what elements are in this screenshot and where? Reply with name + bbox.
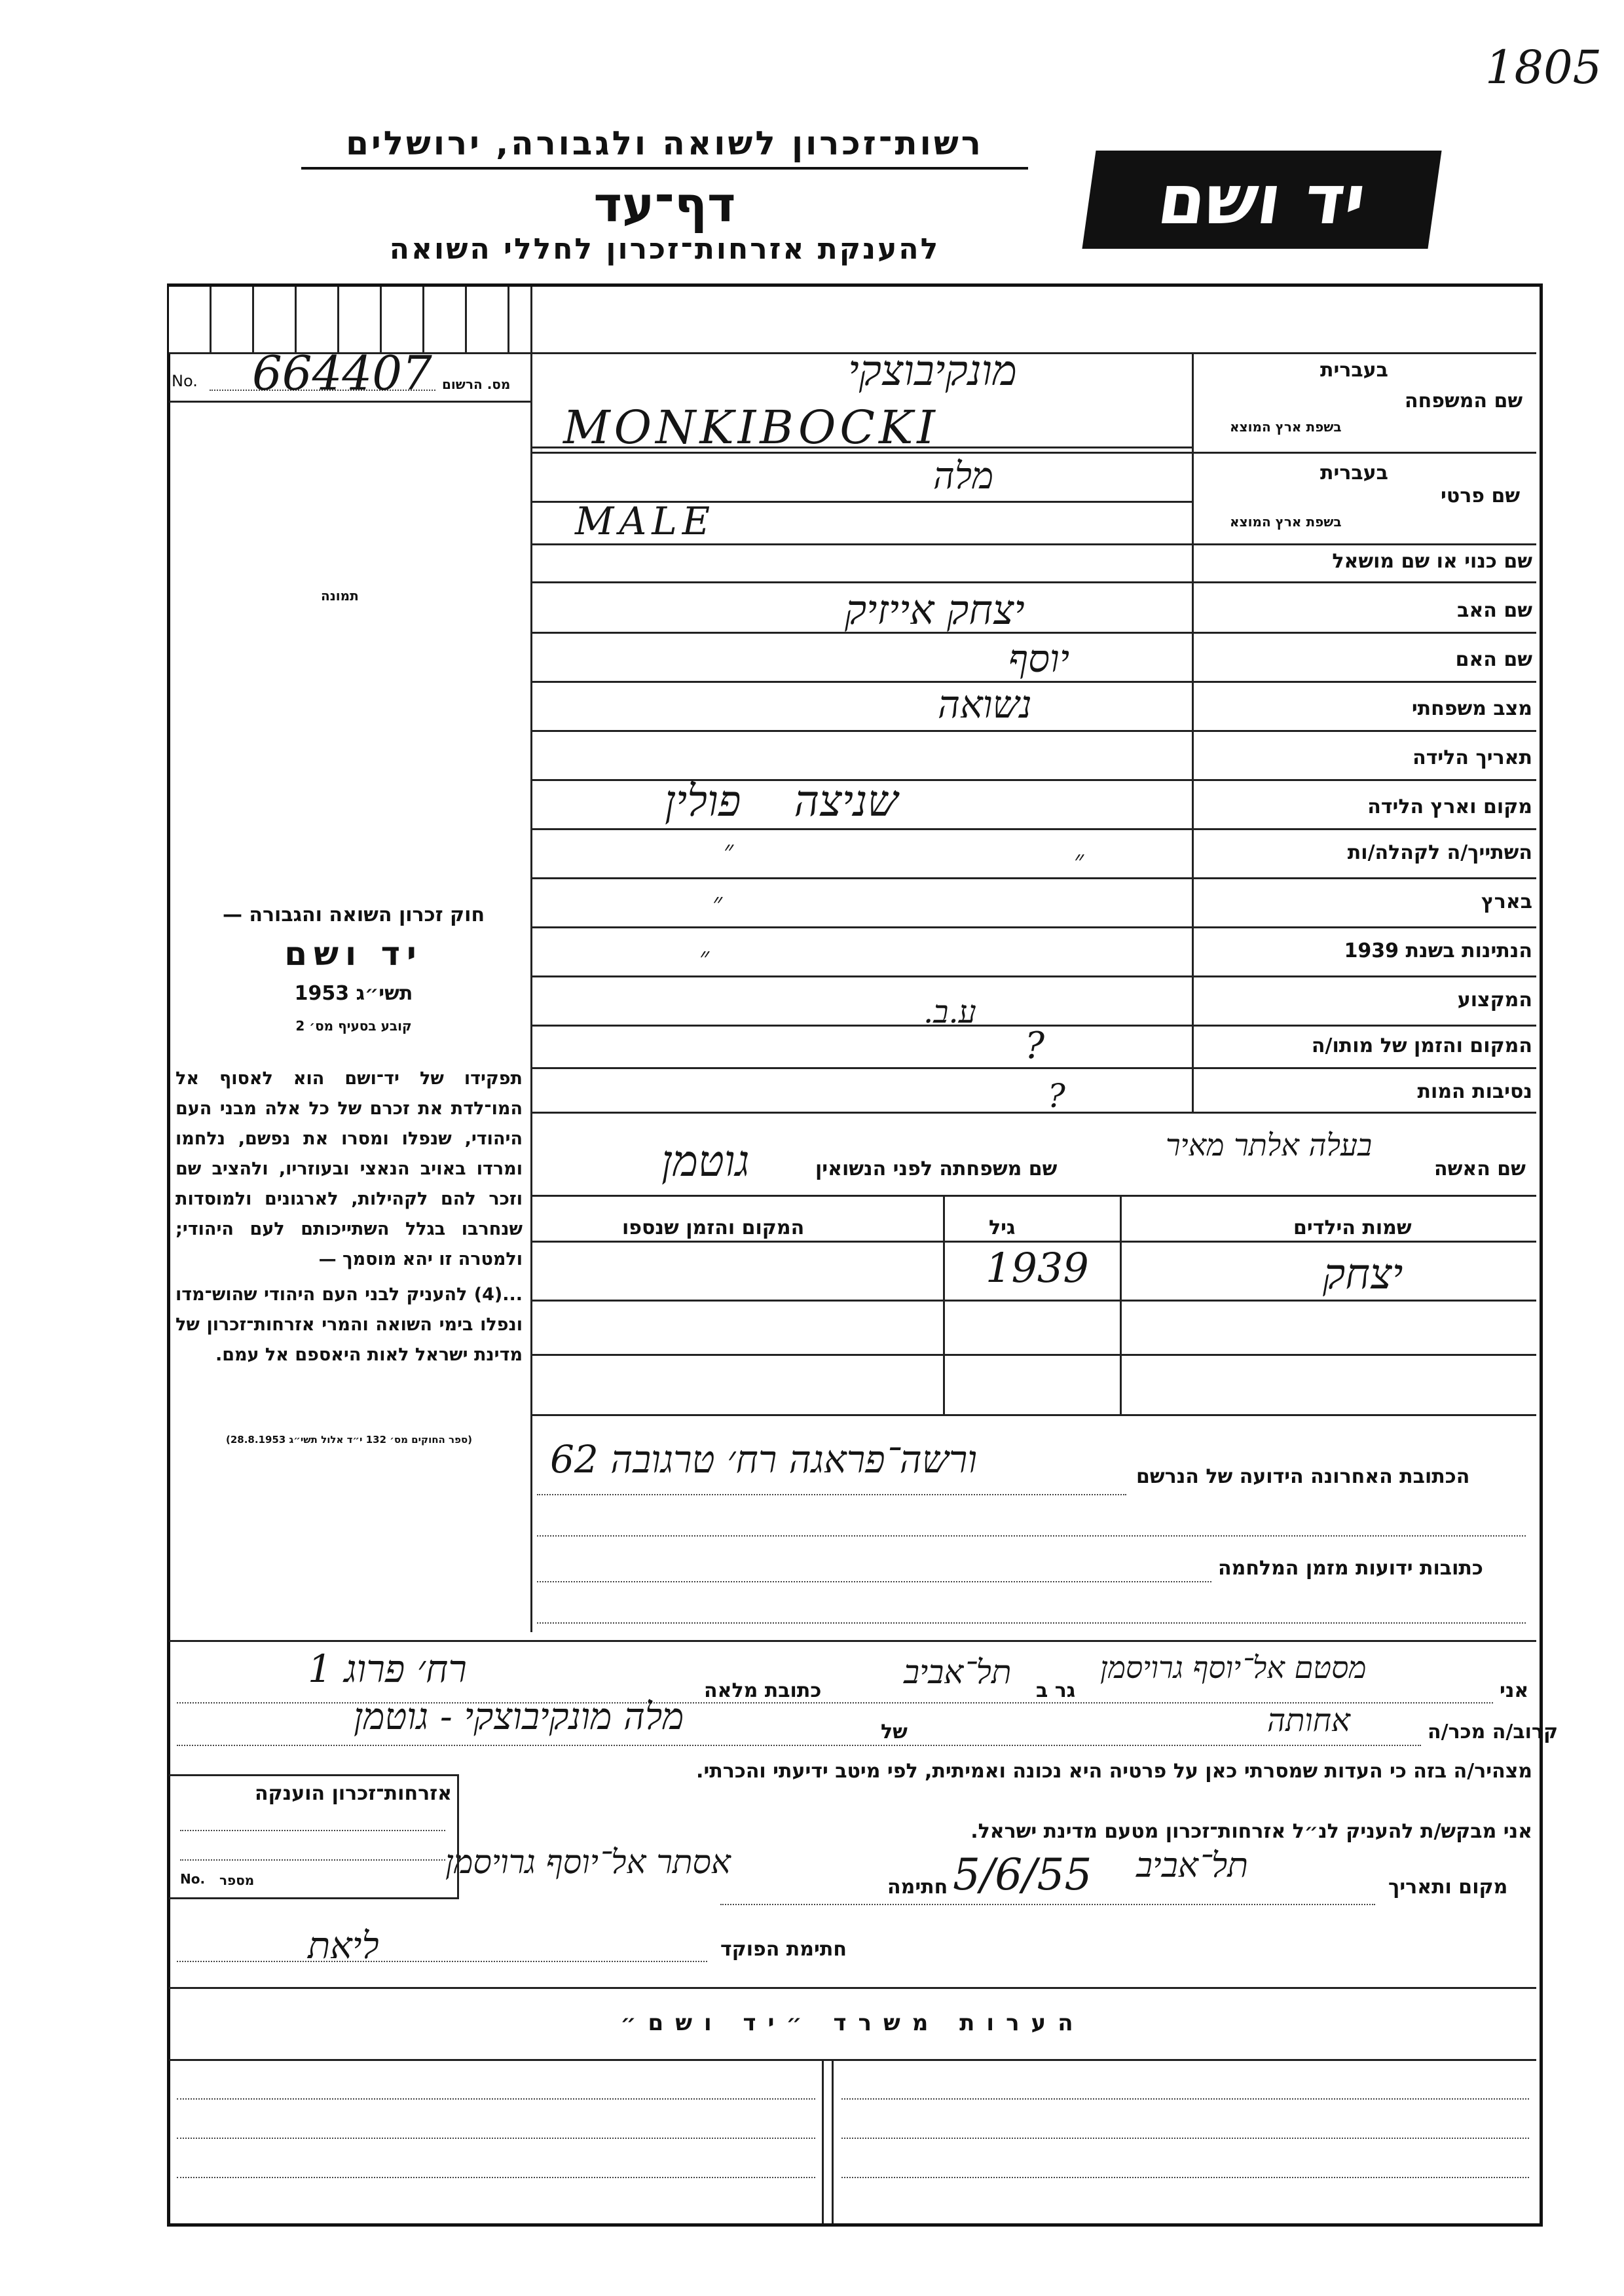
notes-dots-r1: [841, 2098, 1529, 2100]
spouse-label: שם האשה: [1434, 1157, 1526, 1180]
citizenship-value[interactable]: ״: [699, 942, 710, 972]
children-row-1: [530, 1300, 1536, 1302]
children-col-1: [943, 1195, 945, 1414]
child-place-label: המקום והזמן שנספו: [622, 1216, 805, 1239]
birthplace-value[interactable]: שניצה פולין: [665, 776, 898, 826]
spouse-name[interactable]: בעלה אלתר מאיר: [1166, 1127, 1373, 1163]
notes-divider-1: [822, 2059, 824, 2223]
resides-label: גר ב: [1036, 1679, 1076, 1702]
war-address-dots-2: [537, 1622, 1526, 1624]
full-address-label: כתובת מלאה: [704, 1679, 822, 1702]
address-value[interactable]: ורשה־פראגה רח׳ טרגובה 62: [550, 1437, 978, 1482]
full-address[interactable]: רח׳ פרוג 1: [308, 1647, 467, 1691]
notes-top-line: [169, 1987, 1536, 1989]
citizenship-box-dots-1: [180, 1830, 445, 1831]
citizenship-box-title: אזרחות־זכרון הוענקה: [254, 1782, 452, 1805]
law-paragraph-4: ...(4) להעניק לבני העם היהודי שהוש־מדו ונפלו בימי השואה והמרי אזרחות־זכרון של מדינת ישראל לאות היאספם אל עמם.: [175, 1285, 523, 1365]
surname-hebrew-label: בעברית: [1320, 359, 1388, 382]
archive-number: 1805: [1485, 41, 1602, 94]
office-notes-title: הערות משרד ״יד ושם״: [620, 2010, 1085, 2036]
registration-label: מס. הרשום: [442, 376, 511, 392]
notes-dots-l2: [177, 2138, 815, 2139]
citizenship-no-label: No.: [180, 1871, 206, 1887]
country-value[interactable]: ״: [712, 888, 723, 918]
maiden-value[interactable]: גוטמן: [661, 1136, 750, 1186]
header-underline: [301, 167, 1028, 170]
child-age[interactable]: 1939: [986, 1244, 1089, 1292]
officer-signature[interactable]: ליאת: [308, 1925, 379, 1967]
citizenship-label: הנתינות בשנת 1939: [1344, 939, 1532, 962]
spouse-line: [530, 1195, 1536, 1197]
registration-number[interactable]: 664407: [252, 346, 432, 401]
surname-label: שם המשפחה: [1405, 390, 1523, 412]
children-row-3: [530, 1414, 1536, 1416]
of-label: של: [881, 1721, 908, 1743]
place-date-label: מקום ותאריך: [1388, 1876, 1508, 1899]
law-year: תשי״ג 1953: [294, 982, 413, 1005]
registration-cells: [169, 287, 530, 352]
war-address-dots-1: [537, 1581, 1211, 1582]
children-header-line: [530, 1241, 1536, 1243]
given-label: שם פרטי: [1441, 484, 1521, 507]
yad-vashem-logo: יד ושם: [1082, 151, 1441, 249]
mother-value[interactable]: יוסף: [1008, 636, 1070, 681]
father-label: שם האב: [1457, 599, 1532, 622]
profession-label: המקצוע: [1457, 989, 1532, 1011]
citizenship-number-label: מספר: [219, 1872, 255, 1888]
father-line: [530, 632, 1536, 634]
children-col-2: [1120, 1195, 1122, 1414]
form-title: דף־עד: [593, 177, 736, 233]
label-column-divider: [1192, 352, 1194, 1112]
top-line: [530, 352, 1536, 354]
form-subtitle: להענקת אזרחות־זכרון לחללי השואה: [389, 232, 940, 266]
birthdate-label: תאריך הלידה: [1412, 746, 1532, 769]
law-section: קובע בסעיף מס׳ 2: [295, 1018, 412, 1034]
given-origin-value[interactable]: MALE: [575, 499, 716, 543]
address-label: הכתובת האחרונה הידועה של הנרשם: [1136, 1465, 1470, 1488]
resides-city[interactable]: תל־אביב: [904, 1653, 1012, 1691]
notes-dots-l3: [177, 2177, 815, 2178]
marital-value[interactable]: נשואה: [938, 682, 1032, 727]
death-place-line: [530, 1067, 1536, 1069]
surname-origin-label: בשפת ארץ המוצא: [1230, 419, 1342, 435]
column-divider: [530, 287, 532, 1632]
signature-label: חתימה: [887, 1876, 948, 1899]
community-ditto-2[interactable]: ״: [724, 835, 734, 866]
mother-line: [530, 681, 1536, 683]
death-cause-value[interactable]: ?: [1048, 1077, 1065, 1115]
profession-value[interactable]: ע.ב.: [923, 994, 976, 1030]
marital-label: מצב משפחתי: [1411, 697, 1532, 720]
declaration-dots-2: [177, 1745, 1421, 1746]
citizenship-box-dots-2: [180, 1859, 445, 1861]
law-source: (ספר החוקים מס׳ 132 י״ד אלול תשי״ג 28.8.1953): [225, 1434, 473, 1446]
children-label: שמות הילדים: [1293, 1216, 1412, 1239]
war-address-label: כתובות ידועות מזמן המלחמה: [1218, 1557, 1483, 1580]
surname-hebrew-value[interactable]: מונקיבוצקי: [848, 347, 1017, 395]
notes-divider-2: [832, 2059, 834, 2223]
country-line: [530, 926, 1536, 928]
nickname-line: [530, 581, 1536, 583]
age-label: גיל: [989, 1216, 1016, 1239]
declaration-request: אני מבקש/ת להעניק לנ״ל אזרחות־זכרון מטעם מדינת ישראל.: [970, 1820, 1532, 1843]
child-name[interactable]: יצחק: [1323, 1250, 1403, 1299]
officer-label: חתימת הפוקד: [720, 1938, 847, 1961]
relation-value[interactable]: אחותה: [1267, 1702, 1350, 1739]
address-dots-1: [537, 1494, 1126, 1495]
officer-dots: [177, 1961, 707, 1962]
citizenship-line: [530, 975, 1536, 977]
notes-dots-r2: [841, 2138, 1529, 2139]
community-ditto-1[interactable]: ״: [1074, 845, 1084, 875]
mother-label: שם האם: [1455, 648, 1532, 671]
given-origin-label: בשפת ארץ המוצא: [1230, 514, 1342, 530]
notes-dots-r3: [841, 2177, 1529, 2178]
given-line: [530, 543, 1536, 545]
relative-label: קרוב/ה מכר/ה: [1428, 1721, 1559, 1743]
declaration-statement: מצהיר/ה בזה כי העדות שמסרתי כאן על פרטיה היא נכונה ואמיתית, לפי מיטב ידיעתי והכרתי.: [696, 1760, 1532, 1783]
notes-dots-l1: [177, 2098, 815, 2100]
given-hebrew-label: בעברית: [1320, 462, 1388, 484]
maiden-label: שם משפחתה לפני הנשואין: [815, 1157, 1058, 1180]
place-value[interactable]: תל־אביב: [1136, 1846, 1248, 1886]
death-cause-label: נסיבות המות: [1417, 1080, 1532, 1103]
birthplace-line: [530, 828, 1536, 830]
community-line: [530, 877, 1536, 879]
registration-no-label: No.: [172, 372, 198, 390]
father-value[interactable]: יצחק אייזיק: [845, 586, 1025, 634]
photo-label: תמונה: [321, 588, 359, 604]
date-value[interactable]: 5/6/55: [953, 1850, 1092, 1900]
death-place-value[interactable]: ?: [1025, 1025, 1045, 1067]
children-row-2: [530, 1354, 1536, 1356]
declaration-top-line: [169, 1640, 1536, 1642]
law-name: יד ושם: [284, 935, 423, 973]
given-hebrew-value[interactable]: מלה: [933, 455, 994, 498]
birthplace-label: מקום וארץ הלידה: [1367, 795, 1532, 818]
law-title: חוק זכרון השואה והגבורה —: [222, 903, 485, 926]
community-label: השתייך/ה לקהלה/ות: [1347, 841, 1532, 864]
of-name[interactable]: מלה מונקיבוצקי - גוטמן: [354, 1696, 684, 1738]
registration-bottom-line: [169, 401, 530, 403]
declarant-name[interactable]: מסטם אל־יוסף גרויסמן: [1100, 1650, 1367, 1685]
address-dots-2: [537, 1535, 1526, 1537]
signature-dots: [720, 1904, 1375, 1905]
death-cause-line: [530, 1112, 1536, 1114]
surname-origin-value[interactable]: MONKIBOCKI: [563, 401, 939, 454]
country-label: בארץ: [1481, 890, 1532, 913]
marital-line: [530, 730, 1536, 732]
nickname-label: שם כנוי או שם מושאל: [1332, 550, 1532, 573]
law-paragraph-1: תפקידו של יד־ושם הוא לאסוף אל המו־לדת את זכרם של כל אלה מבני העם היהודי, שנפלו ומסרו את נפשם, נלחמו ומרדו באויב הנאצי ובעוזריו, ולהציב שם וזכר להם לקהילות, לארגונים ולמוסדות שנחרבו בגלל השתייכותם לעם היהודי; ולמטרה זו יהא מוסמך —: [175, 1068, 523, 1269]
authority-title: רשות־זכרון לשואה ולגבורה, ירושלים: [346, 124, 984, 162]
notes-header-line: [169, 2059, 1536, 2061]
declaration-i-label: אני: [1500, 1679, 1529, 1702]
declarant-signature[interactable]: אסתר אל־יוסף גרויסמן: [445, 1843, 731, 1881]
death-place-label: המקום והזמן של מותו/ה: [1311, 1034, 1532, 1057]
